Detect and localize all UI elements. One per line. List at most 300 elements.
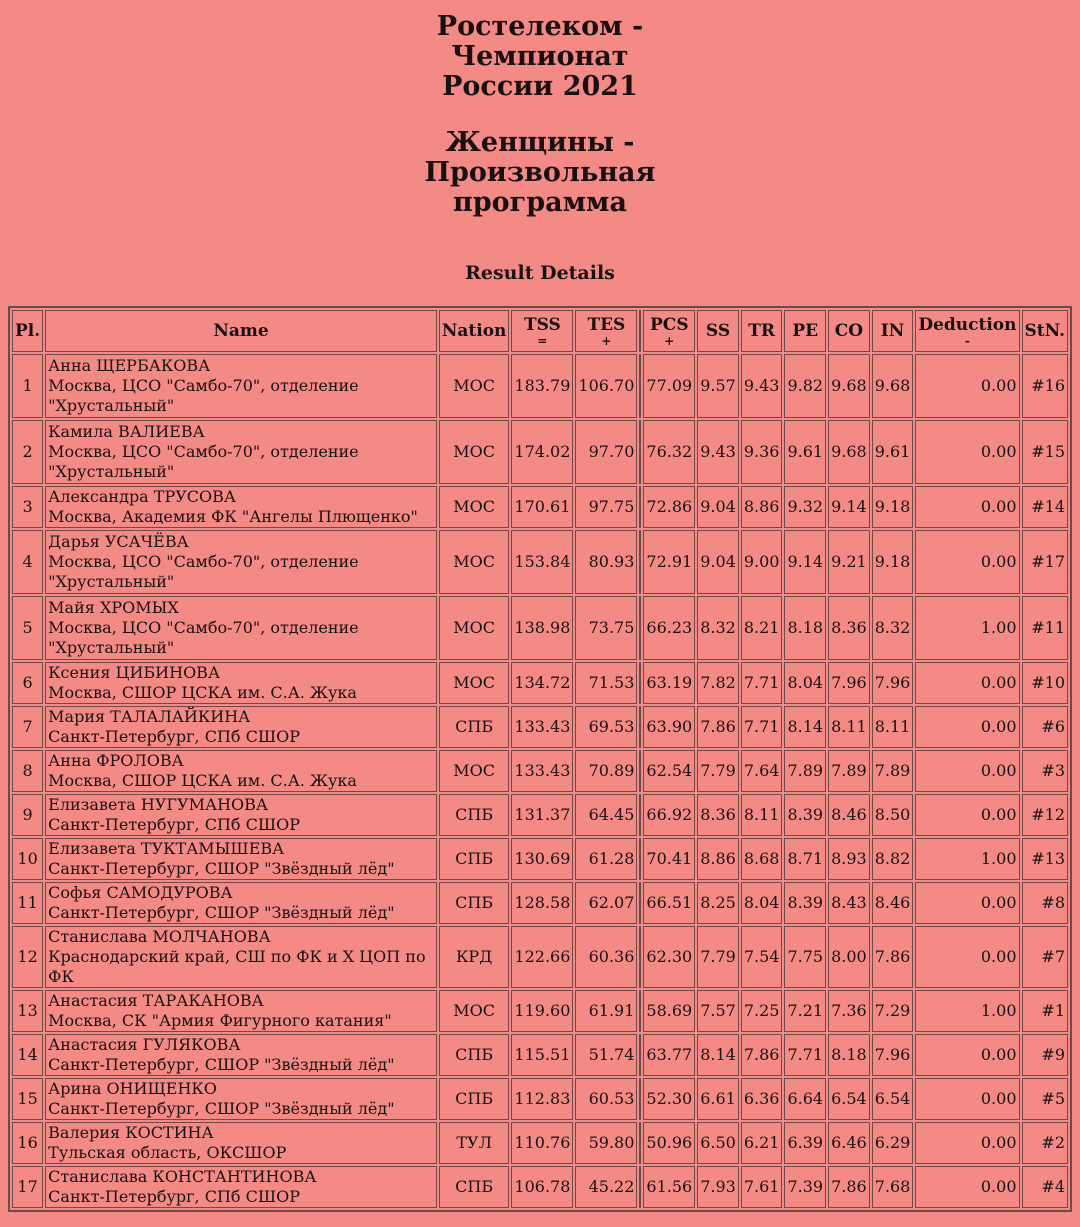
deduction-cell: 0.00: [915, 530, 1019, 594]
tes-cell: 64.45: [575, 794, 637, 836]
tes-cell: 60.53: [575, 1078, 637, 1120]
pe-cell: 8.18: [784, 596, 826, 660]
table-row: [12, 706, 1068, 748]
stn-cell: #10: [1022, 662, 1069, 704]
col-pl: Pl.: [12, 310, 43, 352]
tr-cell: 7.54: [741, 926, 783, 988]
deduction-cell: 0.00: [915, 1078, 1019, 1120]
nation-cell: МОС: [439, 596, 510, 660]
event-title-line: Чемпионат: [451, 41, 629, 72]
column-separator: [639, 750, 641, 792]
co-cell: 7.86: [828, 1166, 870, 1208]
tss-cell: 133.43: [511, 706, 573, 748]
place-cell: 15: [12, 1078, 43, 1120]
in-cell: 8.50: [872, 794, 914, 836]
column-separator: [639, 354, 641, 418]
stn-cell: #4: [1022, 1166, 1069, 1208]
co-cell: 7.96: [828, 662, 870, 704]
tss-cell: 183.79: [511, 354, 573, 418]
tes-cell: 60.36: [575, 926, 637, 988]
tes-cell: 62.07: [575, 882, 637, 924]
skater-club: Санкт-Петербург, СПб СШОР: [48, 727, 300, 746]
nation-cell: МОС: [439, 750, 510, 792]
in-cell: 8.82: [872, 838, 914, 880]
table-header-row: [12, 310, 1068, 352]
table-row: [12, 990, 1068, 1032]
tss-cell: 128.58: [511, 882, 573, 924]
stn-cell: #11: [1022, 596, 1069, 660]
stn-cell: #13: [1022, 838, 1069, 880]
tr-cell: 7.64: [741, 750, 783, 792]
table-row: [12, 486, 1068, 528]
event-title-line: Ростелеком -: [436, 11, 644, 42]
tes-cell: 61.91: [575, 990, 637, 1032]
place-cell: 6: [12, 662, 43, 704]
skater-name-cell: [45, 750, 437, 792]
skater-name-cell: [45, 596, 437, 660]
column-separator: [639, 596, 641, 660]
in-cell: 9.18: [872, 486, 914, 528]
table-row: [12, 596, 1068, 660]
stn-cell: #8: [1022, 882, 1069, 924]
nation-cell: МОС: [439, 354, 510, 418]
skater-name-cell: [45, 530, 437, 594]
co-cell: 8.11: [828, 706, 870, 748]
event-title-line: России 2021: [442, 71, 638, 102]
tr-cell: 8.04: [741, 882, 783, 924]
ss-cell: 7.82: [697, 662, 739, 704]
ss-cell: 6.50: [697, 1122, 739, 1164]
skater-name: Станислава МОЛЧАНОВА: [48, 927, 271, 946]
in-cell: 8.11: [872, 706, 914, 748]
tes-cell: 97.75: [575, 486, 637, 528]
stn-cell: #5: [1022, 1078, 1069, 1120]
pe-cell: 8.71: [784, 838, 826, 880]
col-tr: TR: [741, 310, 783, 352]
pcs-cell: 61.56: [643, 1166, 695, 1208]
stn-cell: #1: [1022, 990, 1069, 1032]
deduction-cell: 0.00: [915, 706, 1019, 748]
pe-cell: 7.39: [784, 1166, 826, 1208]
in-cell: 7.86: [872, 926, 914, 988]
tr-cell: 9.43: [741, 354, 783, 418]
nation-cell: СПБ: [439, 882, 510, 924]
nation-cell: МОС: [439, 662, 510, 704]
skater-name: Анастасия ГУЛЯКОВА: [48, 1035, 241, 1054]
col-co: CO: [828, 310, 870, 352]
stn-cell: #15: [1022, 420, 1069, 484]
skater-club: Санкт-Петербург, СШОР "Звёздный лёд": [48, 1099, 395, 1118]
tr-cell: 7.71: [741, 662, 783, 704]
pcs-cell: 77.09: [643, 354, 695, 418]
co-cell: 8.18: [828, 1034, 870, 1076]
stn-cell: #3: [1022, 750, 1069, 792]
deduction-cell: 1.00: [915, 596, 1019, 660]
skater-name: Дарья УСАЧЁВА: [48, 532, 189, 551]
col-ss: SS: [697, 310, 739, 352]
co-cell: 6.54: [828, 1078, 870, 1120]
column-separator: [639, 882, 641, 924]
stn-cell: #6: [1022, 706, 1069, 748]
skater-name: Елизавета НУГУМАНОВА: [48, 795, 269, 814]
nation-cell: СПБ: [439, 1166, 510, 1208]
col-pe: PE: [784, 310, 826, 352]
skater-name-cell: [45, 706, 437, 748]
deduction-cell: 0.00: [915, 354, 1019, 418]
place-cell: 10: [12, 838, 43, 880]
skater-name: Александра ТРУСОВА: [48, 487, 237, 506]
pe-cell: 8.14: [784, 706, 826, 748]
tes-cell: 106.70: [575, 354, 637, 418]
stn-cell: #14: [1022, 486, 1069, 528]
skater-name: Анна ФРОЛОВА: [48, 751, 184, 770]
deduction-cell: 1.00: [915, 990, 1019, 1032]
column-separator: [639, 1034, 641, 1076]
pe-cell: 6.39: [784, 1122, 826, 1164]
ss-cell: 8.36: [697, 794, 739, 836]
column-separator: [639, 486, 641, 528]
ss-cell: 7.79: [697, 750, 739, 792]
tss-cell: 174.02: [511, 420, 573, 484]
tss-cell: 115.51: [511, 1034, 573, 1076]
skater-name: Станислава КОНСТАНТИНОВА: [48, 1167, 317, 1186]
col-pcs-label: PCS: [650, 315, 689, 335]
pe-cell: 8.39: [784, 882, 826, 924]
tes-cell: 69.53: [575, 706, 637, 748]
nation-cell: МОС: [439, 990, 510, 1032]
skater-club: "Хрустальный": [48, 572, 175, 591]
deduction-cell: 0.00: [915, 1034, 1019, 1076]
pe-cell: 8.04: [784, 662, 826, 704]
table-row: [12, 420, 1068, 484]
column-separator: [639, 662, 641, 704]
table-row: [12, 882, 1068, 924]
skater-club: "Хрустальный": [48, 638, 175, 657]
tr-cell: 8.68: [741, 838, 783, 880]
ss-cell: 8.25: [697, 882, 739, 924]
nation-cell: СПБ: [439, 706, 510, 748]
column-separator: [639, 1166, 641, 1208]
skater-name: Камила ВАЛИЕВА: [48, 422, 205, 441]
skater-club: Москва, Академия ФК "Ангелы Плющенко": [48, 507, 418, 526]
tr-cell: 8.21: [741, 596, 783, 660]
pcs-cell: 76.32: [643, 420, 695, 484]
tss-cell: 119.60: [511, 990, 573, 1032]
nation-cell: СПБ: [439, 1034, 510, 1076]
event-title: [0, 12, 1080, 102]
segment-title-line: Женщины -: [445, 127, 635, 158]
ss-cell: 9.04: [697, 530, 739, 594]
deduction-cell: 0.00: [915, 1166, 1019, 1208]
stn-cell: #17: [1022, 530, 1069, 594]
in-cell: 6.29: [872, 1122, 914, 1164]
place-cell: 11: [12, 882, 43, 924]
nation-cell: МОС: [439, 420, 510, 484]
stn-cell: #7: [1022, 926, 1069, 988]
place-cell: 4: [12, 530, 43, 594]
skater-club: Санкт-Петербург, СПб СШОР: [48, 1187, 300, 1206]
segment-title-line: программа: [453, 187, 627, 218]
skater-club: Санкт-Петербург, СШОР "Звёздный лёд": [48, 859, 395, 878]
column-separator: [639, 990, 641, 1032]
skater-club: Санкт-Петербург, СШОР "Звёздный лёд": [48, 1055, 395, 1074]
col-tes-label: TES: [587, 315, 626, 335]
col-stn: StN.: [1022, 310, 1069, 352]
col-pcs: [643, 310, 695, 352]
pe-cell: 7.75: [784, 926, 826, 988]
place-cell: 2: [12, 420, 43, 484]
col-tss-sub: =: [537, 334, 548, 348]
deduction-cell: 0.00: [915, 794, 1019, 836]
co-cell: 6.46: [828, 1122, 870, 1164]
skater-name-cell: [45, 926, 437, 988]
pcs-cell: 66.51: [643, 882, 695, 924]
skater-name-cell: [45, 1122, 437, 1164]
co-cell: 8.36: [828, 596, 870, 660]
pcs-cell: 62.54: [643, 750, 695, 792]
deduction-cell: 0.00: [915, 750, 1019, 792]
ss-cell: 7.93: [697, 1166, 739, 1208]
deduction-cell: 0.00: [915, 662, 1019, 704]
table-row: [12, 530, 1068, 594]
skater-club: Москва, ЦСО "Самбо-70", отделение: [48, 552, 359, 571]
column-separator: [639, 420, 641, 484]
tes-cell: 97.70: [575, 420, 637, 484]
deduction-cell: 0.00: [915, 420, 1019, 484]
tss-cell: 170.61: [511, 486, 573, 528]
tss-cell: 138.98: [511, 596, 573, 660]
skater-club: Москва, СШОР ЦСКА им. С.А. Жука: [48, 771, 357, 790]
pcs-cell: 63.77: [643, 1034, 695, 1076]
skater-club: Санкт-Петербург, СШОР "Звёздный лёд": [48, 903, 395, 922]
col-tes: [575, 310, 637, 352]
ss-cell: 9.04: [697, 486, 739, 528]
pcs-cell: 66.92: [643, 794, 695, 836]
pcs-cell: 72.91: [643, 530, 695, 594]
col-tss-label: TSS: [523, 315, 561, 335]
nation-cell: МОС: [439, 530, 510, 594]
in-cell: 7.96: [872, 662, 914, 704]
skater-name: Анна ЩЕРБАКОВА: [48, 356, 211, 375]
tes-cell: 73.75: [575, 596, 637, 660]
pcs-cell: 58.69: [643, 990, 695, 1032]
tss-cell: 133.43: [511, 750, 573, 792]
skater-name-cell: [45, 1034, 437, 1076]
skater-name-cell: [45, 1078, 437, 1120]
column-separator: [639, 1078, 641, 1120]
nation-cell: СПБ: [439, 838, 510, 880]
col-tss: [511, 310, 573, 352]
skater-name: Ксения ЦИБИНОВА: [48, 663, 221, 682]
skater-name-cell: [45, 420, 437, 484]
skater-name: Валерия КОСТИНА: [48, 1123, 214, 1142]
co-cell: 9.21: [828, 530, 870, 594]
place-cell: 8: [12, 750, 43, 792]
ss-cell: 8.32: [697, 596, 739, 660]
tss-cell: 131.37: [511, 794, 573, 836]
col-nation: Nation: [439, 310, 510, 352]
ss-cell: 6.61: [697, 1078, 739, 1120]
tes-cell: 59.80: [575, 1122, 637, 1164]
in-cell: 8.32: [872, 596, 914, 660]
in-cell: 9.61: [872, 420, 914, 484]
place-cell: 14: [12, 1034, 43, 1076]
skater-club: Москва, ЦСО "Самбо-70", отделение: [48, 442, 359, 461]
co-cell: 8.46: [828, 794, 870, 836]
pcs-cell: 72.86: [643, 486, 695, 528]
stn-cell: #16: [1022, 354, 1069, 418]
tes-cell: 45.22: [575, 1166, 637, 1208]
deduction-cell: 0.00: [915, 1122, 1019, 1164]
segment-title: [0, 128, 1080, 218]
skater-name-cell: [45, 794, 437, 836]
in-cell: 7.89: [872, 750, 914, 792]
stn-cell: #9: [1022, 1034, 1069, 1076]
pe-cell: 7.89: [784, 750, 826, 792]
tr-cell: 9.00: [741, 530, 783, 594]
stn-cell: #2: [1022, 1122, 1069, 1164]
pe-cell: 8.39: [784, 794, 826, 836]
skater-name-cell: [45, 354, 437, 418]
result-details-heading: Result Details: [465, 262, 615, 284]
pcs-cell: 70.41: [643, 838, 695, 880]
ss-cell: 7.86: [697, 706, 739, 748]
table-row: [12, 1166, 1068, 1208]
tr-cell: 6.21: [741, 1122, 783, 1164]
place-cell: 13: [12, 990, 43, 1032]
ss-cell: 8.86: [697, 838, 739, 880]
tss-cell: 106.78: [511, 1166, 573, 1208]
tss-cell: 110.76: [511, 1122, 573, 1164]
skater-name: Майя ХРОМЫХ: [48, 598, 179, 617]
place-cell: 17: [12, 1166, 43, 1208]
skater-name: Арина ОНИЩЕНКО: [48, 1079, 217, 1098]
pe-cell: 9.82: [784, 354, 826, 418]
column-separator: [639, 794, 641, 836]
tr-cell: 8.86: [741, 486, 783, 528]
results-table: [8, 306, 1072, 1212]
pe-cell: 9.61: [784, 420, 826, 484]
nation-cell: ТУЛ: [439, 1122, 510, 1164]
ss-cell: 8.14: [697, 1034, 739, 1076]
skater-club: Москва, ЦСО "Самбо-70", отделение: [48, 376, 359, 395]
table-row: [12, 1122, 1068, 1164]
col-in: IN: [872, 310, 914, 352]
segment-title-line: Произвольная: [424, 157, 656, 188]
in-cell: 7.68: [872, 1166, 914, 1208]
co-cell: 9.14: [828, 486, 870, 528]
column-separator: [639, 926, 641, 988]
column-separator: [639, 530, 641, 594]
tr-cell: 7.25: [741, 990, 783, 1032]
col-deduction-label: Deduction: [918, 315, 1017, 335]
deduction-cell: 0.00: [915, 486, 1019, 528]
co-cell: 8.93: [828, 838, 870, 880]
pe-cell: 7.71: [784, 1034, 826, 1076]
in-cell: 8.46: [872, 882, 914, 924]
tr-cell: 9.36: [741, 420, 783, 484]
col-pcs-sub: +: [664, 334, 675, 348]
deduction-cell: 1.00: [915, 838, 1019, 880]
table-row: [12, 1078, 1068, 1120]
co-cell: 7.36: [828, 990, 870, 1032]
place-cell: 5: [12, 596, 43, 660]
nation-cell: МОС: [439, 486, 510, 528]
pe-cell: 7.21: [784, 990, 826, 1032]
deduction-cell: 0.00: [915, 882, 1019, 924]
ss-cell: 7.57: [697, 990, 739, 1032]
place-cell: 3: [12, 486, 43, 528]
place-cell: 16: [12, 1122, 43, 1164]
skater-club: Краснодарский край, СШ по ФК и Х ЦОП по ФК: [48, 947, 426, 986]
co-cell: 9.68: [828, 420, 870, 484]
tss-cell: 122.66: [511, 926, 573, 988]
nation-cell: СПБ: [439, 1078, 510, 1120]
tss-cell: 112.83: [511, 1078, 573, 1120]
table-row: [12, 794, 1068, 836]
table-row: [12, 662, 1068, 704]
skater-name-cell: [45, 486, 437, 528]
column-separator: [639, 838, 641, 880]
tr-cell: 7.86: [741, 1034, 783, 1076]
place-cell: 9: [12, 794, 43, 836]
skater-name: Елизавета ТУКТАМЫШЕВА: [48, 839, 285, 858]
place-cell: 12: [12, 926, 43, 988]
skater-club: Санкт-Петербург, СПб СШОР: [48, 815, 300, 834]
skater-club: Москва, СШОР ЦСКА им. С.А. Жука: [48, 683, 357, 702]
skater-name-cell: [45, 662, 437, 704]
co-cell: 9.68: [828, 354, 870, 418]
pe-cell: 6.64: [784, 1078, 826, 1120]
pcs-cell: 52.30: [643, 1078, 695, 1120]
co-cell: 8.00: [828, 926, 870, 988]
tes-cell: 61.28: [575, 838, 637, 880]
in-cell: 7.96: [872, 1034, 914, 1076]
skater-name: Мария ТАЛАЛАЙКИНА: [48, 707, 251, 726]
skater-name-cell: [45, 990, 437, 1032]
pcs-cell: 50.96: [643, 1122, 695, 1164]
ss-cell: 9.43: [697, 420, 739, 484]
table-row: [12, 750, 1068, 792]
skater-club: Москва, СК "Армия Фигурного катания": [48, 1011, 392, 1030]
table-row: [12, 1034, 1068, 1076]
pcs-cell: 63.19: [643, 662, 695, 704]
tss-cell: 153.84: [511, 530, 573, 594]
stn-cell: #12: [1022, 794, 1069, 836]
column-separator: [639, 1122, 641, 1164]
skater-name-cell: [45, 1166, 437, 1208]
skater-club: Тульская область, ОКСШОР: [48, 1143, 287, 1162]
column-separator: [639, 310, 641, 352]
in-cell: 7.29: [872, 990, 914, 1032]
tes-cell: 80.93: [575, 530, 637, 594]
column-separator: [639, 706, 641, 748]
tr-cell: 8.11: [741, 794, 783, 836]
table-row: [12, 354, 1068, 418]
col-name: Name: [45, 310, 437, 352]
nation-cell: КРД: [439, 926, 510, 988]
tes-cell: 71.53: [575, 662, 637, 704]
tss-cell: 134.72: [511, 662, 573, 704]
pcs-cell: 66.23: [643, 596, 695, 660]
table-row: [12, 926, 1068, 988]
table-row: [12, 838, 1068, 880]
skater-name: Софья САМОДУРОВА: [48, 883, 233, 902]
tr-cell: 6.36: [741, 1078, 783, 1120]
col-tes-sub: +: [601, 334, 612, 348]
col-deduction-sub: -: [964, 334, 970, 348]
pcs-cell: 63.90: [643, 706, 695, 748]
